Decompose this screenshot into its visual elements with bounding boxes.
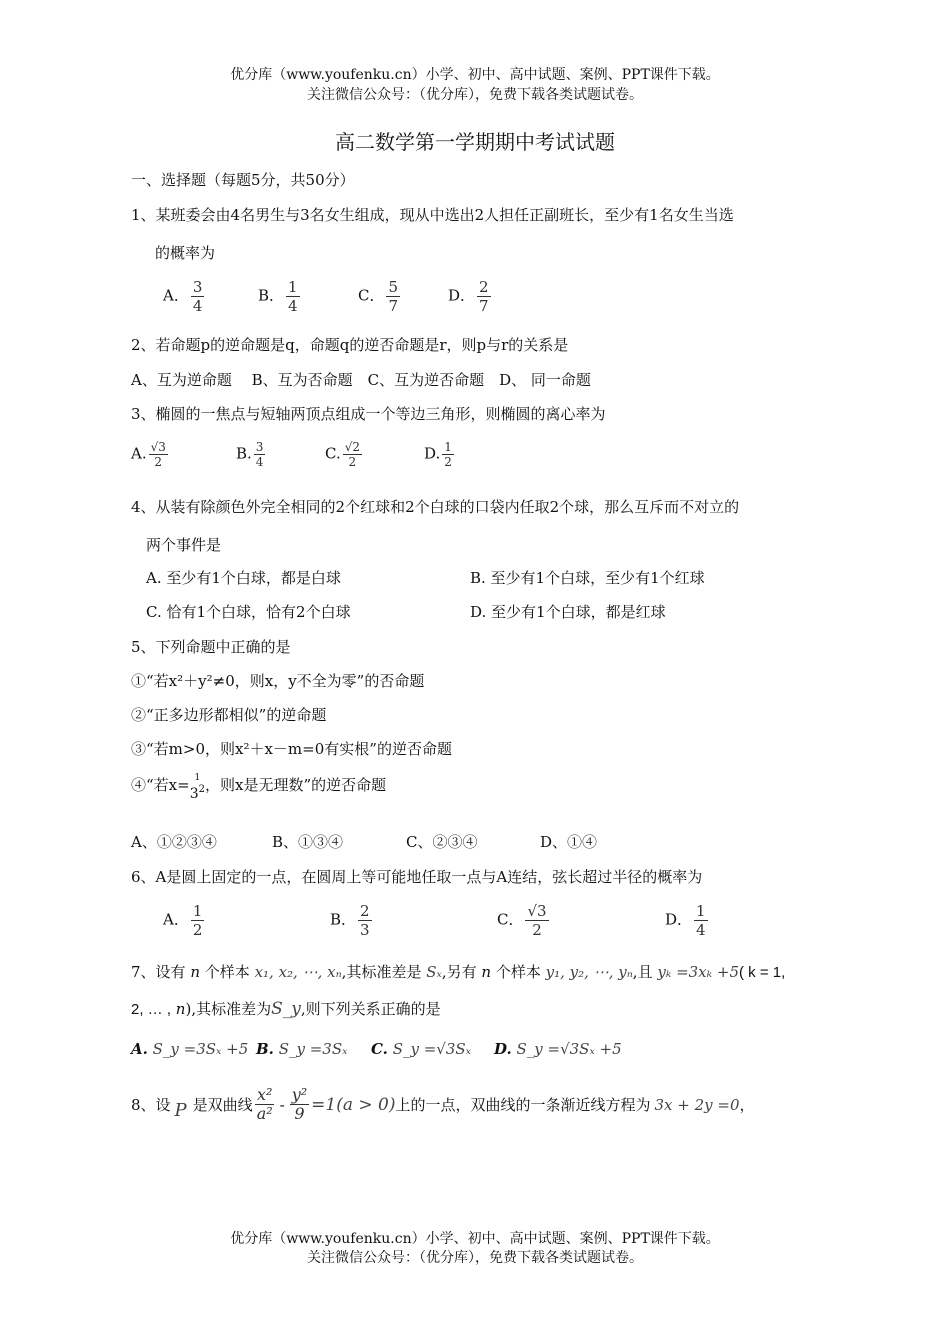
q3-option-b: B. $\frac{3}{4}$	[236, 440, 264, 469]
q3-option-a: A. $\frac{√3}{2}$	[131, 440, 166, 469]
q7-option-a: A. S_y =3Sₓ +5	[131, 1040, 249, 1058]
q7-text-line2: 2, … , n),其标准差为S_y,则下列关系正确的是	[131, 999, 441, 1019]
q4-option-a: A. 至少有1个白球，都是白球	[146, 569, 341, 587]
q6-option-b: B． $\frac{2}{3}$	[330, 902, 370, 939]
q6-option-a: A． $\frac{1}{2}$	[163, 902, 203, 939]
q3-option-d: D. $\frac{1}{2}$	[424, 440, 452, 469]
q3-option-c: C. $\frac{√2}{2}$	[325, 440, 360, 469]
q6-option-d: D． $\frac{1}{4}$	[665, 902, 706, 939]
section-heading: 一、选择题（每题5分，共50分）	[131, 171, 355, 189]
q1-text-line2: 的概率为	[155, 244, 216, 262]
q1-text-line1: 1、某班委会由4名男生与3名女生组成，现从中选出2人担任正副班长，至少有1名女生当选	[131, 206, 734, 224]
q5-option-b: B、①③④	[272, 833, 344, 851]
q5-option-c: C、②③④	[406, 833, 478, 851]
header-line-2: 关注微信公众号：（优分库），免费下载各类试题试卷。	[307, 87, 643, 103]
q5-text: 5、下列命题中正确的是	[131, 638, 291, 656]
q4-option-b: B. 至少有1个白球，至少有1个红球	[470, 569, 705, 587]
q8-text: 8、设 P 是双曲线 $\frac{\text{x²}}{\text{a²}}$ - $\frac{\text{y²}}{9}$ =1(a > 0) 上的一点，双曲线的一条渐近线方程为 3x + 2y =0 ，	[131, 1085, 755, 1123]
q4-option-d: D. 至少有1个白球，都是红球	[470, 603, 666, 621]
header-line-1: 优分库（www.youfenku.cn）小学、初中、高中试题、案例、PPT课件下载。	[230, 67, 720, 83]
q4-text-line2: 两个事件是	[146, 536, 222, 554]
q6-text: 6、A是圆上固定的一点，在圆周上等可能地任取一点与A连结，弦长超过半径的概率为	[131, 868, 703, 886]
footer-line-2: 关注微信公众号：（优分库），免费下载各类试题试卷。	[307, 1250, 643, 1266]
q2-options: A、互为逆命题 B、互为否命题 C、互为逆否命题 D、 同一命题	[131, 371, 591, 389]
q7-option-c: C. S_y =√3Sₓ	[371, 1040, 471, 1058]
q5-option-d: D、①④	[540, 833, 598, 851]
footer-line-1: 优分库（www.youfenku.cn）小学、初中、高中试题、案例、PPT课件下载。	[230, 1231, 720, 1247]
q5-statement-3: ③“若m>0，则x²＋x－m=0有实根”的逆否命题	[131, 740, 452, 758]
q1-option-c: C． $\frac{5}{7}$	[358, 278, 399, 315]
q6-option-c: C． $\frac{√3}{2}$	[497, 902, 547, 939]
q5-option-a: A、①②③④	[131, 833, 217, 851]
q5-statement-1: ①“若x²＋y²≠0，则x，y不全为零”的否命题	[131, 672, 425, 690]
q4-text-line1: 4、从装有除颜色外完全相同的2个红球和2个白球的口袋内任取2个球，那么互斥而不对立的	[131, 498, 740, 516]
q7-text-line1: 7、设有 n 个样本 x₁, x₂, ⋯, xₙ,其标准差是 Sₓ,另有 n 个样本 y₁, y₂, ⋯, yₙ,且 yₖ =3xₖ +5( k = 1,	[131, 963, 786, 981]
q5-statement-4: ④“若x= 1 $3^2$ ，则x是无理数”的逆否命题	[131, 773, 387, 802]
q1-option-b: B． $\frac{1}{4}$	[258, 278, 298, 315]
q1-option-d: D． $\frac{2}{7}$	[448, 278, 489, 315]
q7-option-d: D. S_y =√3Sₓ +5	[494, 1040, 622, 1058]
q3-text: 3、椭圆的一焦点与短轴两顶点组成一个等边三角形，则椭圆的离心率为	[131, 405, 606, 423]
page-title: 高二数学第一学期期中考试试题	[335, 130, 615, 154]
q5-statement-2: ②“正多边形都相似”的逆命题	[131, 706, 327, 724]
q1-option-a: A． $\frac{3}{4}$	[163, 278, 203, 315]
q7-option-b: B. S_y =3Sₓ	[256, 1040, 348, 1058]
q2-text: 2、若命题p的逆命题是q，命题q的逆否命题是r，则p与r的关系是	[131, 336, 569, 354]
q4-option-c: C. 恰有1个白球，恰有2个白球	[146, 603, 351, 621]
